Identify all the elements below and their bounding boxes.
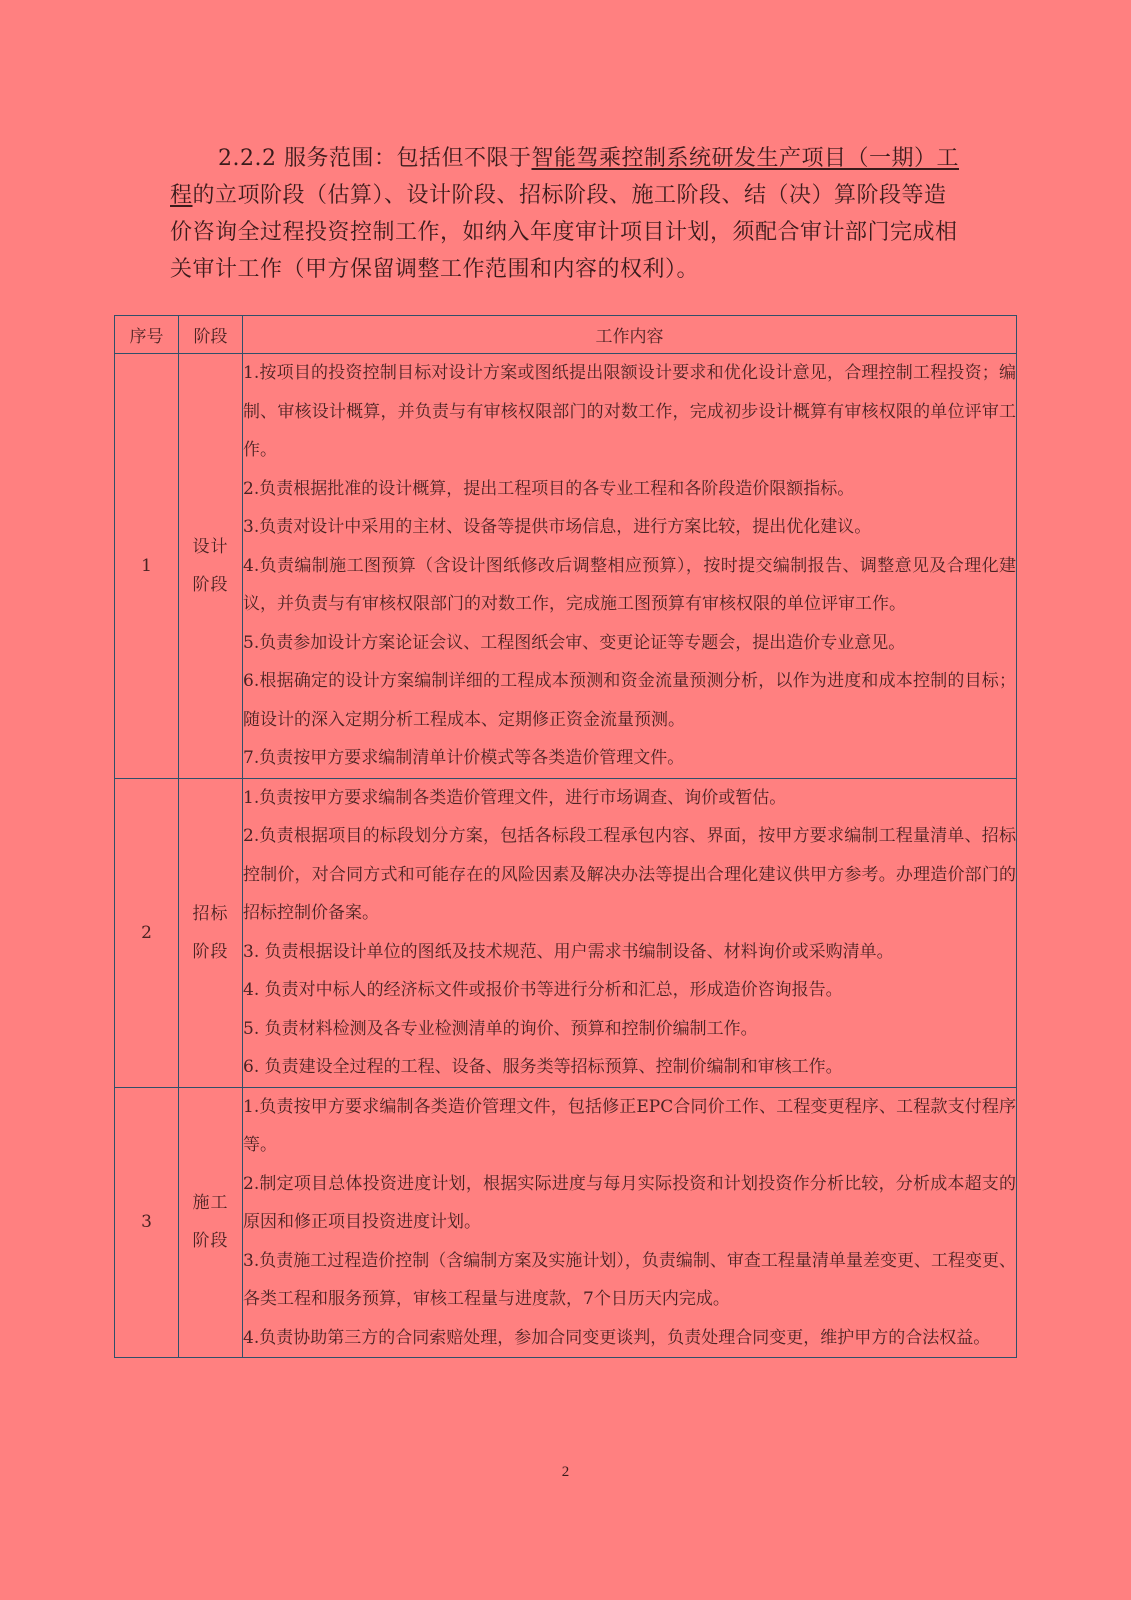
work-item: 2.制定项目总体投资进度计划，根据实际进度与每月实际投资和计划投资作分析比较，分析成本超支的原因和修正项目投资进度计划。 [243,1173,1016,1232]
header-stage: 阶段 [179,316,243,354]
work-item: 7.负责按甲方要求编制清单计价模式等各类造价管理文件。 [243,748,685,768]
table-row-design [115,354,1017,779]
work-item: 3.负责对设计中采用的主材、设备等提供市场信息，进行方案比较，提出优化建议。 [243,517,872,537]
work-item: 1.按项目的投资控制目标对设计方案或图纸提出限额设计要求和优化设计意见，合理控制工程投资；编制、审核设计概算，并负责与有审核权限部门的对数工作，完成初步设计概算有审核权限的单位评审工作。 [243,363,1016,460]
project-name: 智能驾乘控制系统研发生产项目（一期）工程 [170,146,959,208]
scope-prefix: 2.2.2 服务范围：包括但不限于 [218,146,532,171]
work-content-table [114,315,1017,1358]
header-no: 序号 [115,316,179,354]
work-item: 2.负责根据项目的标段划分方案，包括各标段工程承包内容、界面，按甲方要求编制工程量清单、招标控制价，对合同方式和可能存在的风险因素及解决办法等提出合理化建议供甲方参考。办理造价部门的招标控制价备案。 [243,826,1016,923]
stage-label: 招标阶段 [192,903,229,962]
row-number: 3 [115,1087,179,1358]
row-content [243,778,1017,1087]
row-stage [179,1087,243,1358]
scope-paragraph [170,140,960,288]
row-content [243,354,1017,779]
row-number: 2 [115,778,179,1087]
table-row-bidding [115,778,1017,1087]
stage-label: 设计阶段 [192,536,229,595]
work-item: 4.负责协助第三方的合同索赔处理，参加合同变更谈判，负责处理合同变更，维护甲方的合法权益。 [243,1327,991,1348]
stage-label: 施工阶段 [192,1193,229,1252]
row-number: 1 [115,354,179,779]
work-item: 1.负责按甲方要求编制各类造价管理文件，进行市场调查、询价或暂估。 [243,787,787,808]
work-item: 1.负责按甲方要求编制各类造价管理文件，包括修正EPC合同价工作、工程变更程序、工程款支付程序等。 [243,1096,1016,1155]
work-item: 3.负责施工过程造价控制（含编制方案及实施计划），负责编制、审查工程量清单量差变更、工程变更、各类工程和服务预算，审核工程量与进度款，7个日历天内完成。 [243,1250,1016,1309]
row-content [243,1087,1017,1358]
header-content: 工作内容 [243,316,1017,354]
work-item: 2.负责根据批准的设计概算，提出工程项目的各专业工程和各阶段造价限额指标。 [243,478,855,499]
scope-description: 的立项阶段（估算）、设计阶段、招标阶段、施工阶段、结（决）算阶段等造价咨询全过程投资控制工作，如纳入年度审计项目计划，须配合审计部门完成相关审计工作（甲方保留调整工作范围和内容的权利）。 [170,183,958,282]
table-row-construction [115,1087,1017,1358]
work-item: 4. 负责对中标人的经济标文件或报价书等进行分析和汇总，形成造价咨询报告。 [243,980,843,1000]
work-item: 3. 负责根据设计单位的图纸及技术规范、用户需求书编制设备、材料询价或采购清单。 [243,941,894,962]
table-header-row [115,316,1017,354]
page-number: 2 [561,1464,570,1480]
row-stage [179,354,243,779]
row-stage [179,778,243,1087]
work-item: 5.负责参加设计方案论证会议、工程图纸会审、变更论证等专题会，提出造价专业意见。 [243,632,906,653]
work-item: 4.负责编制施工图预算（含设计图纸修改后调整相应预算），按时提交编制报告、调整意见及合理化建议，并负责与有审核权限部门的对数工作，完成施工图预算有审核权限的单位评审工作。 [243,555,1016,614]
work-item: 6.根据确定的设计方案编制详细的工程成本预测和资金流量预测分析，以作为进度和成本控制的目标；随设计的深入定期分析工程成本、定期修正资金流量预测。 [243,671,1016,730]
work-item: 5. 负责材料检测及各专业检测清单的询价、预算和控制价编制工作。 [243,1018,758,1039]
work-item: 6. 负责建设全过程的工程、设备、服务类等招标预算、控制价编制和审核工作。 [243,1057,843,1077]
